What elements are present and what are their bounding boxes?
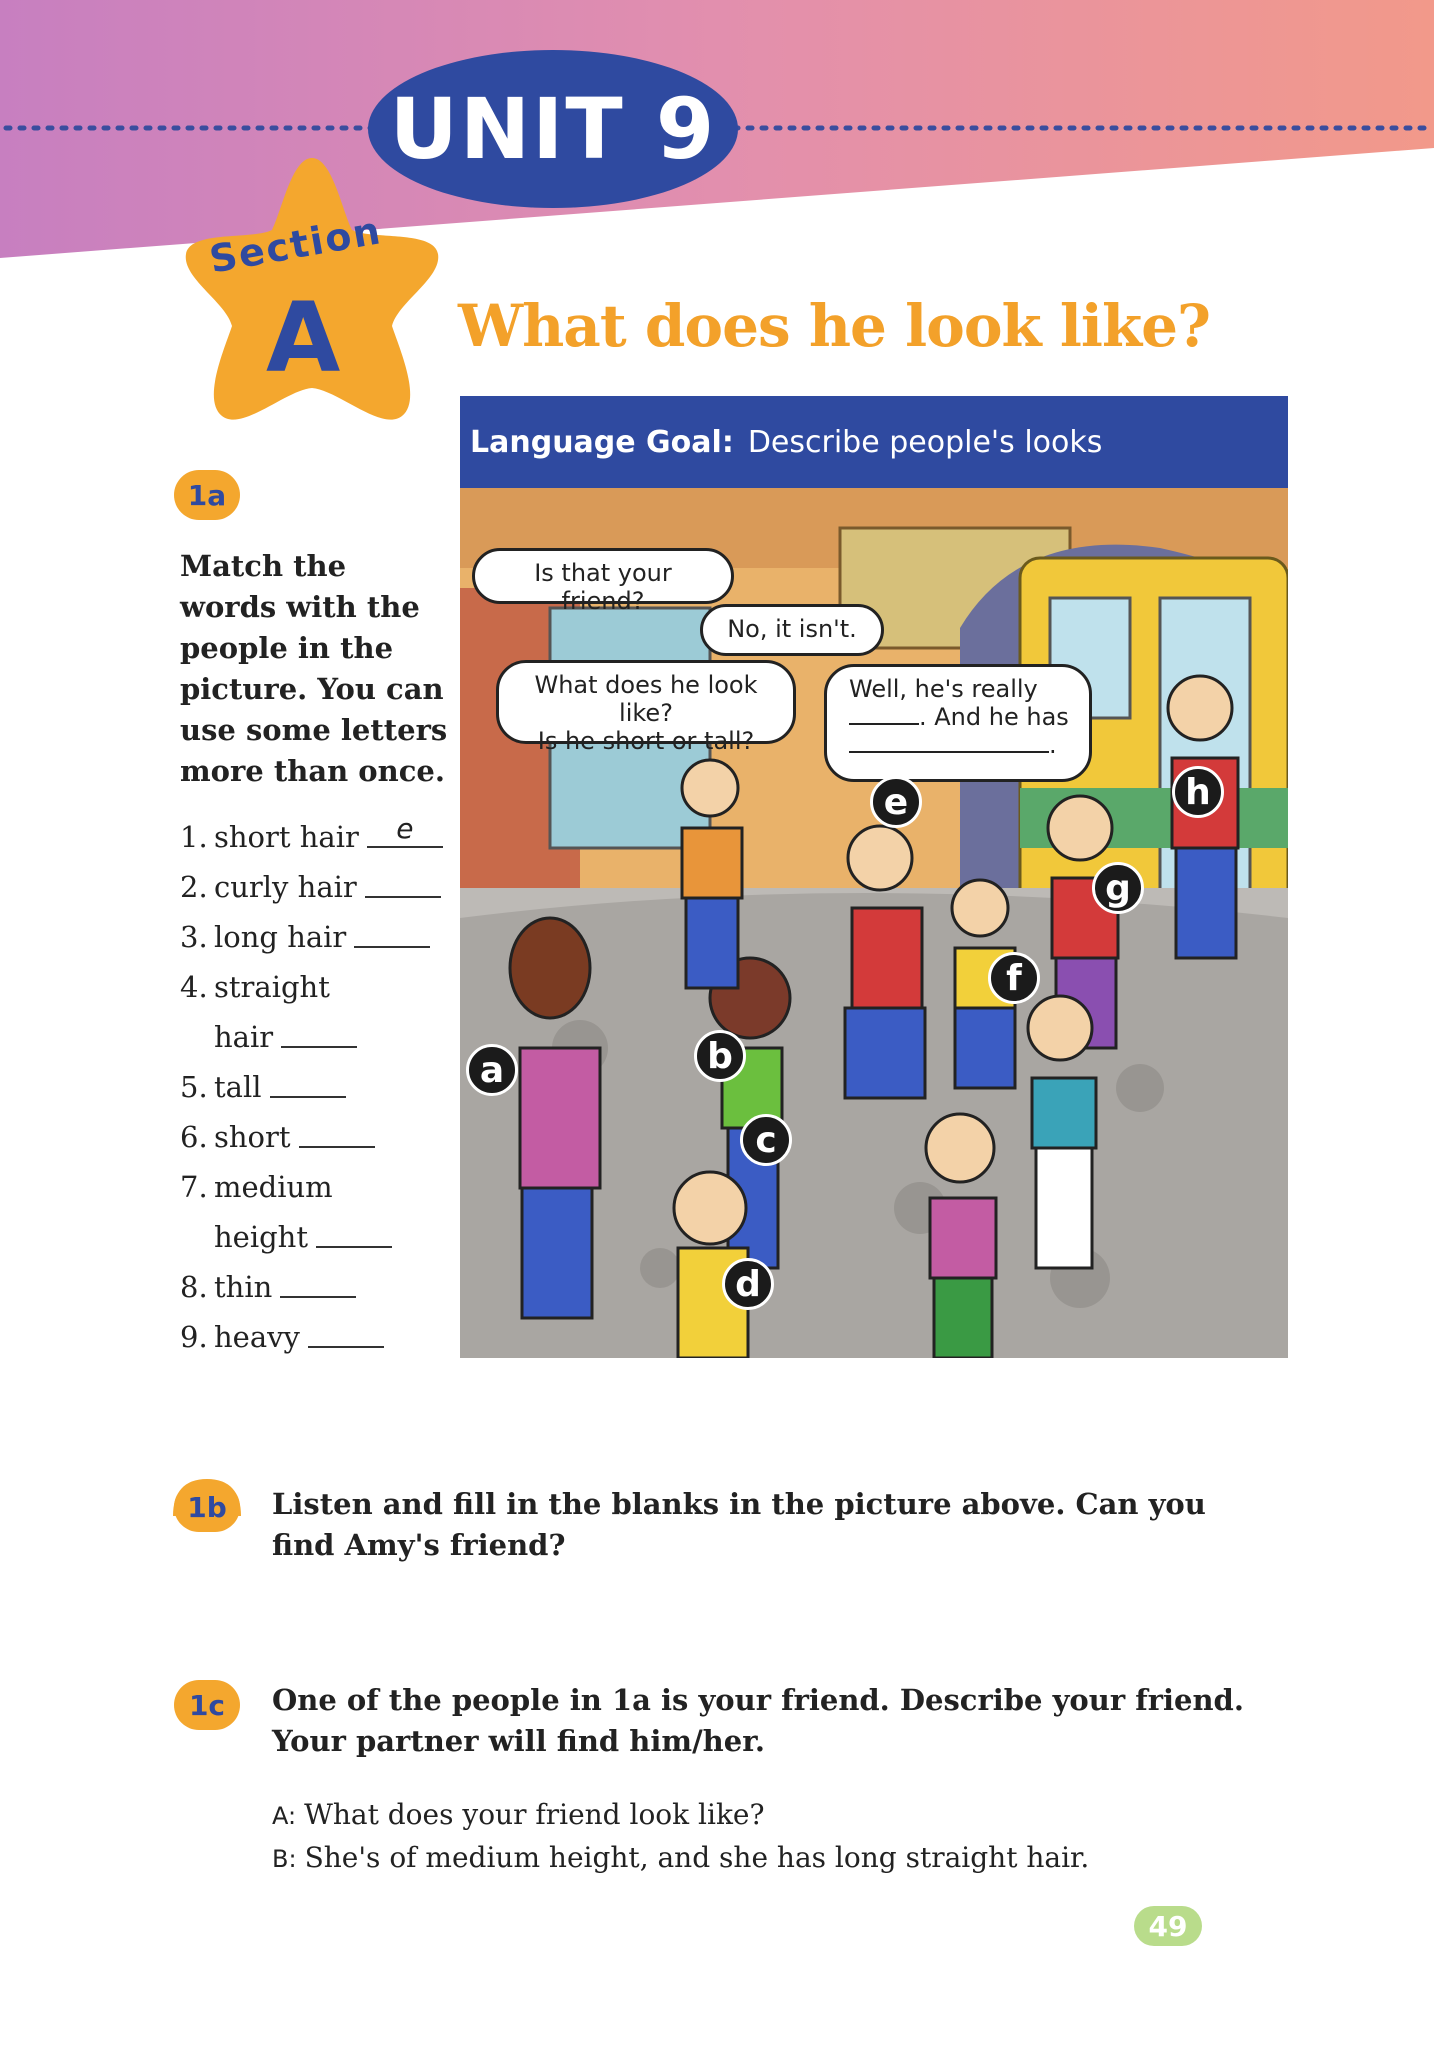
dialog-speaker: B: [272,1845,297,1873]
list-item [180,1312,450,1362]
speech-bubble-3 [496,660,796,755]
item-word: short hair [214,820,359,854]
language-goal-bar [460,396,1288,488]
item-word: heavy [214,1320,300,1354]
list-item [180,1262,450,1312]
item-number-spacer [180,1212,214,1262]
person-label-f: f [988,952,1040,1004]
section-label: Section [206,208,386,282]
list-item [180,862,450,912]
item-number: 1. [180,820,208,854]
list-item [180,1162,450,1212]
unit-title: UNIT 9 [389,80,717,178]
person-label-g: g [1092,862,1144,914]
speech-bubble-1: Is that your friend? [472,548,734,604]
speech-bubble-3-line1: What does he look like? [534,671,758,727]
activity-1b-badge: 1b [174,1482,240,1532]
matching-word-list [180,812,450,1362]
speech-bubble-2: No, it isn't. [700,604,884,656]
answer-blank[interactable] [299,1112,375,1148]
speech-bubble-4 [824,664,1092,782]
answer-blank[interactable] [354,912,430,948]
item-number: 8. [180,1270,208,1304]
list-item [180,912,450,962]
dialog-line [272,1794,1089,1837]
page-title: What does he look like? [458,292,1211,360]
person-label-e: e [870,776,922,828]
person-label-c: c [740,1114,792,1166]
list-item-continued [180,1212,450,1262]
language-goal-text: Describe people's looks [747,424,1103,460]
sample-dialog [272,1794,1089,1880]
dialog-text: She's of medium height, and she has long straight hair. [304,1841,1090,1874]
item-word: thin [214,1270,273,1304]
item-number: 2. [180,870,208,904]
item-number-spacer [180,1012,214,1062]
activity-1b-text: Listen and fill in the blanks in the picture above. Can you find Amy's friend? [272,1487,1206,1562]
activity-1a-badge: 1a [174,470,240,520]
item-number: 3. [180,920,208,954]
headphones-icon [166,1476,248,1538]
item-number: 4. [180,970,208,1004]
item-word: tall [214,1070,262,1104]
street-scene-illustration [460,488,1288,1358]
speech-bubble-4-blank-1[interactable] [849,723,919,725]
speech-bubble-4-line1: Well, he's really [849,675,1038,703]
speech-bubble-4-line2-row [849,703,1075,731]
activity-1c-badge: 1c [174,1680,240,1730]
item-word: hair [214,1020,274,1054]
language-goal-label: Language Goal: [470,424,734,460]
answer-blank[interactable] [316,1212,392,1248]
answer-blank[interactable] [280,1262,356,1298]
item-word: long hair [214,920,347,954]
list-item [180,962,450,1012]
speech-bubble-4-line3-row [849,731,1075,759]
item-word: medium [214,1170,333,1204]
item-word: short [214,1120,291,1154]
person-label-b: b [694,1030,746,1082]
speech-bubble-4-line3: . [1049,731,1057,759]
item-word: straight [214,970,330,1004]
item-number: 6. [180,1120,208,1154]
answer-blank[interactable] [365,862,441,898]
answer-blank[interactable] [270,1062,346,1098]
list-item [180,812,450,862]
item-number: 5. [180,1070,208,1104]
list-item-continued [180,1012,450,1062]
person-label-h: h [1172,766,1224,818]
item-word: height [214,1220,309,1254]
answer-blank[interactable] [281,1012,357,1048]
answer-blank[interactable]: e [367,812,443,848]
person-label-a: a [466,1044,518,1096]
list-item [180,1062,450,1112]
speech-bubble-4-line2: . And he has [919,703,1069,731]
item-word: curly hair [214,870,357,904]
dialog-text: What does your friend look like? [304,1798,765,1831]
speech-bubble-3-line2: Is he short or tall? [537,727,755,755]
person-label-d: d [722,1258,774,1310]
item-number: 9. [180,1320,208,1354]
dialog-line [272,1837,1089,1880]
activity-1c-text: One of the people in 1a is your friend. Describe your friend. Your partner will find him/her. [272,1683,1244,1758]
speech-bubble-4-blank-2[interactable] [849,751,1049,753]
section-letter: A [266,282,341,394]
activity-1a-instructions: Match the words with the people in the picture. You can use some letters more than once. [180,549,448,788]
item-number: 7. [180,1170,208,1204]
dialog-speaker: A: [272,1802,297,1830]
list-item [180,1112,450,1162]
page-number: 49 [1134,1906,1202,1946]
answer-blank[interactable] [308,1312,384,1348]
